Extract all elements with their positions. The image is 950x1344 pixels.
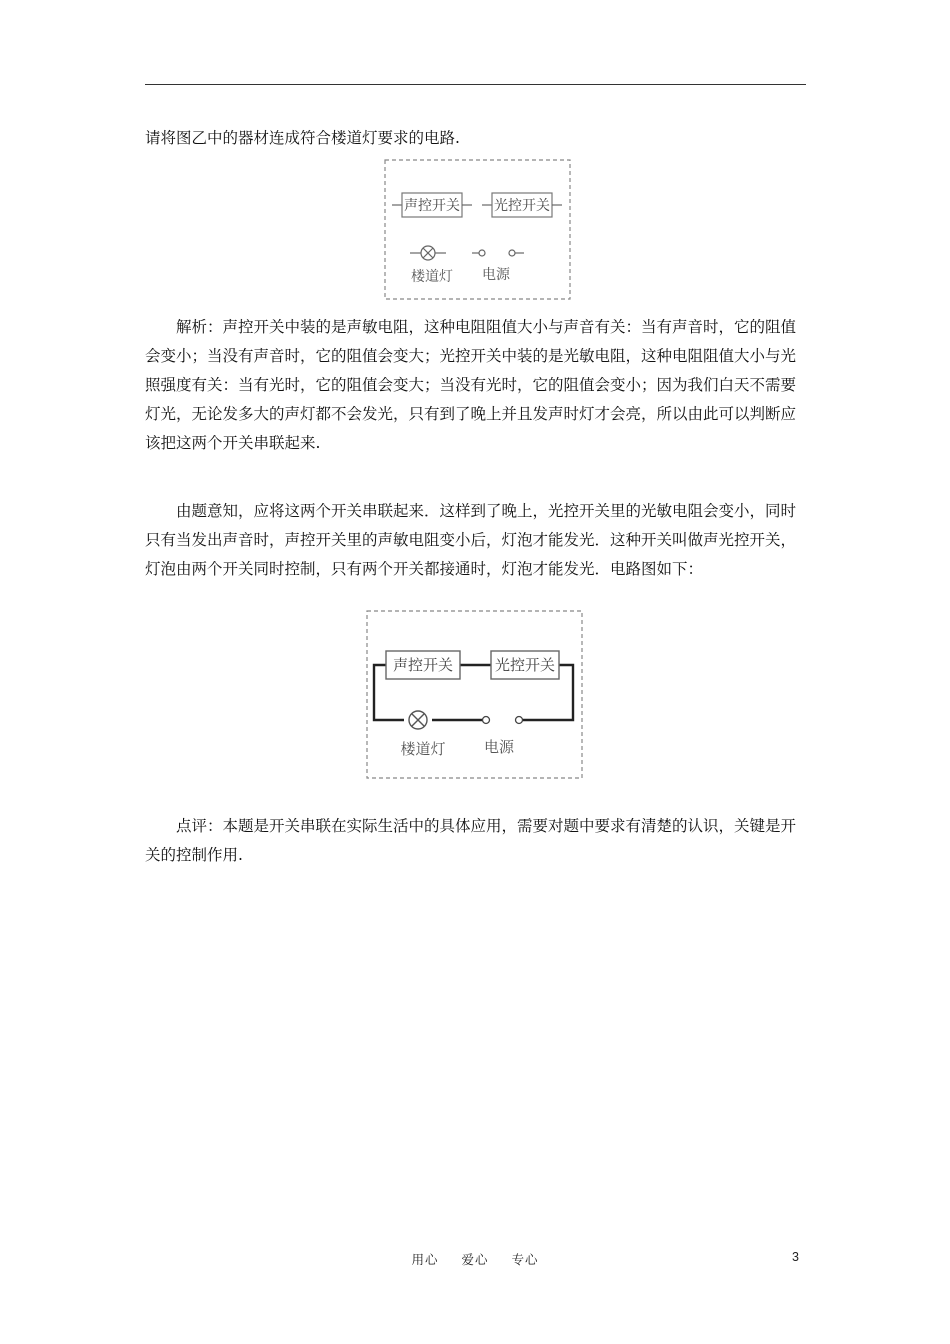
light-switch-label: 光控开关 [494,656,556,674]
power-label: 电源 [483,738,515,756]
footer-slogan: 用心 爱心 专心 [411,1252,539,1267]
power-source-terminals [483,717,523,724]
analysis-paragraph-2: 由题意知，应将这两个开关串联起来．这样到了晚上，光控开关里的光敏电阻会变小，同时只有当发出声音时，声控开关里的声敏电阻变小后，灯泡才能发光．这种开关叫做声光控开关，灯泡由两个开关同时控制，只有两个开关都接通时，灯泡才能发光．电路图如下： [145,502,797,578]
header-rule [145,84,806,85]
comment-paragraph: 点评：本题是开关串联在实际生活中的具体应用，需要对题中要求有清楚的认识，关键是开关的控制作用. [145,817,797,864]
lamp-icon [409,711,427,729]
figure-circuit-diagram [366,610,584,780]
lamp-icon [421,246,435,260]
light-switch-label: 光控开关 [494,198,550,214]
question-text: 请将图乙中的器材连成符合楼道灯要求的电路. [145,129,460,147]
page-number: 3 [792,1250,799,1264]
figure-components-unconnected [384,159,572,301]
lamp-label: 楼道灯 [411,269,453,285]
lamp-label: 楼道灯 [400,740,446,758]
sound-switch-label: 声控开关 [404,198,460,214]
sound-switch-label: 声控开关 [392,656,454,674]
dashed-frame [367,611,582,778]
power-label: 电源 [482,267,510,283]
analysis-paragraph-1: 解析：声控开关中装的是声敏电阻，这种电阻阻值大小与声音有关：当有声音时，它的阻值会变小；当没有声音时，它的阻值会变大；光控开关中装的是光敏电阻，这种电阻阻值大小与光照强度有关：当有光时，它的阻值会变大；当没有光时，它的阻值会变小；因为我们白天不需要灯光，无论发多大的声灯都不会发光，只有到了晚上并且发声时灯才会亮，所以由此可以判断应该把这两个开关串联起来. [145,318,797,452]
power-source-terminals [472,250,524,256]
